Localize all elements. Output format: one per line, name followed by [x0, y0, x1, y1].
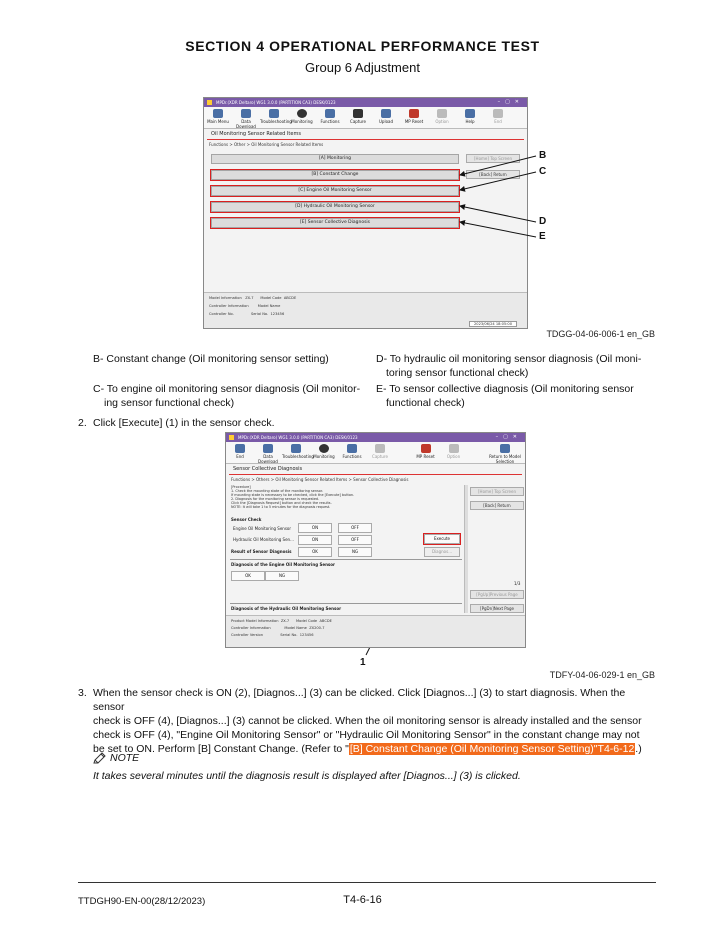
- tool-label: Monitoring: [313, 454, 335, 459]
- callout-b: B: [539, 150, 547, 161]
- gauge-icon: [319, 444, 329, 453]
- back-return-button: [Back] Return: [470, 501, 524, 510]
- toolbar-spacer: [394, 442, 412, 463]
- tool-label: Option: [446, 454, 461, 459]
- previous-page-button: [PgUp]Previous Page: [470, 590, 524, 599]
- functions-icon: [347, 444, 357, 453]
- exit-icon: [235, 444, 245, 453]
- screen-title: Oil Monitoring Sensor Related Items: [207, 129, 524, 140]
- model-name: ZX200-7: [309, 626, 325, 630]
- wrench-icon: [291, 444, 301, 453]
- footer-rule: [78, 882, 656, 883]
- tool-label: Main Menu: [207, 119, 229, 124]
- model-code: ABCDE: [319, 619, 332, 623]
- monitoring-tool: [310, 442, 338, 463]
- sensor-collective-diagnosis-screenshot: [225, 432, 526, 648]
- status-date: 2023/06/24 18:05:00: [469, 321, 517, 327]
- window-title: MPDr.(XDR Deltaro) WG1 3.0.0 (PARTITION CA3) DESK/0123: [216, 100, 336, 105]
- tool-label: Upload: [378, 119, 393, 124]
- tool-label: Capture: [372, 454, 388, 459]
- model-code-label: Model Code: [260, 296, 282, 300]
- note-text: It takes several minutes until the diagnosis result is displayed after [Diagnos...] (3) is clicked.: [93, 770, 521, 782]
- breadcrumb: Functions > Others > Oil Monitoring Sensor Related Items > Sensor Collective Diagnosis: [231, 477, 409, 482]
- page-indicator: 1/3: [514, 581, 521, 586]
- info-row: [231, 633, 313, 637]
- desc-e-line1: E- To sensor collective diagnosis (Oil monitoring sensor: [376, 383, 634, 395]
- divider: [230, 603, 462, 604]
- window-controls: –▢✕: [497, 99, 524, 105]
- figure1-code: TDGG-04-06-006-1 en_GB: [546, 329, 655, 339]
- return-model-selection-tool: [485, 442, 525, 463]
- note-title: NOTE: [110, 752, 140, 764]
- serial-no-label: Serial No.: [250, 312, 269, 316]
- procedure-line: [Procedure]: [231, 485, 251, 489]
- end-tool: [226, 442, 254, 463]
- window-controls: –▢✕: [495, 434, 522, 440]
- hydraulic-oil-sensor-button: [D] Hydraulic Oil Monitoring Sensor: [211, 202, 459, 212]
- tool-label: MP Reset: [404, 119, 424, 124]
- info-row: [231, 619, 332, 623]
- callout-d: D: [539, 216, 547, 227]
- step-3-line-4-post: .): [635, 743, 642, 755]
- tool-label: MP Reset: [416, 454, 435, 459]
- desc-d-line1: D- To hydraulic oil monitoring sensor diagnosis (Oil moni-: [376, 353, 642, 365]
- controller-no-label: Controller No.: [209, 312, 234, 316]
- result-ok-cell: OK: [298, 547, 332, 557]
- engine-off-cell: OFF: [338, 523, 372, 533]
- reset-icon: [421, 444, 431, 453]
- controller-version-label: Controller Version: [231, 633, 264, 637]
- desc-c-line2: ing sensor functional check): [104, 397, 235, 409]
- model-code-label: Model Code: [296, 619, 318, 623]
- tool-label: Troubleshooting: [260, 119, 292, 124]
- monitoring-button: [A] Monitoring: [211, 154, 459, 164]
- next-page-button: [PgDn]Next Page: [470, 604, 524, 613]
- home-top-screen-button: [Home] Top Screen: [470, 487, 524, 496]
- screen-title: Sensor Collective Diagnosis: [229, 464, 522, 475]
- execute-button: Execute: [424, 534, 460, 544]
- window-title-bar: [226, 433, 525, 442]
- procedure-line: If mounting state is necessary to be checked, click the [Execute] button.: [231, 493, 355, 497]
- step-3-line-1: When the sensor check is ON (2), [Diagnos...] (3) can be clicked. Click [Diagnos...] (3) to start diagnosis. When the sensor: [93, 687, 626, 713]
- hydraulic-diag-title: Diagnosis of the Hydraulic Oil Monitoring Sensor: [231, 606, 342, 611]
- tool-label: Return to Model Selection: [489, 454, 521, 464]
- back-return-button: [Back] Return: [466, 170, 520, 179]
- diagnos-button: Diagnos...: [424, 547, 460, 557]
- figure2-code: TDFY-04-06-029-1 en_GB: [549, 670, 655, 680]
- step-3-number: [78, 686, 92, 700]
- step-3-text: [93, 686, 657, 756]
- desc-c-line1: C- To engine oil monitoring sensor diagnosis (Oil monitor-: [93, 383, 361, 395]
- result-title: Result of Sensor Diagnosis: [231, 549, 292, 554]
- model-code: ABCDE: [283, 296, 297, 300]
- home-top-screen-button: [Home] Top Screen: [466, 154, 520, 163]
- procedure-line: 1. Check the mounting state of the monitoring sensor.: [231, 489, 324, 493]
- breadcrumb: Functions > Other > Oil Monitoring Sensor Related Items: [209, 142, 324, 147]
- model-information-label: Model Information: [209, 296, 242, 300]
- model-value: ZX-7: [280, 619, 290, 623]
- tool-label: Data Download: [236, 119, 256, 129]
- camera-icon: [375, 444, 385, 453]
- engine-diag-title: Diagnosis of the Engine Oil Monitoring Sensor: [231, 562, 336, 567]
- info-row: [231, 626, 325, 630]
- serial-no: 123456: [270, 312, 285, 316]
- page-number: T4-6-16: [343, 894, 382, 906]
- controller-information-label: Controller Information: [231, 626, 271, 630]
- model-value: ZX-7: [245, 296, 254, 300]
- serial-no-label: Serial No.: [280, 633, 298, 637]
- step-3-line-3: check is OFF (4), "Engine Oil Monitoring Sensor" or "Hydraulic Oil Monitoring Sensor" in the constant change may not: [93, 729, 640, 741]
- result-ng-cell: NG: [338, 547, 372, 557]
- option-tool: [440, 442, 468, 463]
- callout-e: E: [539, 231, 546, 242]
- product-model-info-label: Product Model Information: [231, 619, 279, 623]
- desc-b: B- Constant change (Oil monitoring sensor setting): [93, 353, 329, 365]
- desc-e-line2: functional check): [386, 397, 465, 409]
- section-title: SECTION 4 OPERATIONAL PERFORMANCE TEST: [185, 38, 540, 54]
- group-title: Group 6 Adjustment: [305, 60, 420, 75]
- tool-label: Functions: [320, 119, 340, 124]
- step-text: Click [Execute] (1) in the sensor check.: [93, 417, 275, 429]
- sensor-collective-diagnosis-button: [E] Sensor Collective Diagnosis: [211, 218, 459, 228]
- constant-change-button: [B] Constant Change: [211, 170, 459, 180]
- engine-oil-sensor-button: [C] Engine Oil Monitoring Sensor: [211, 186, 459, 196]
- toolbar: [226, 442, 525, 464]
- functions-tool: [338, 442, 366, 463]
- tool-label: Functions: [342, 454, 362, 459]
- model-info-area: [226, 615, 525, 647]
- document-code: TTDGH90-EN-00(28/12/2023): [78, 896, 206, 907]
- tool-label: Data Download: [258, 454, 278, 464]
- sensor-check-title: Sensor Check: [231, 517, 262, 522]
- engine-sensor-label: Engine Oil Monitoring Sensor: [233, 526, 291, 531]
- procedure-line: 2. Diagnosis for the monitoring sensor is requested.: [231, 497, 320, 501]
- model-name-label: Model Name: [257, 304, 281, 308]
- return-icon: [500, 444, 510, 453]
- model-name-label: Model Name: [284, 626, 307, 630]
- troubleshooting-tool: [282, 442, 314, 463]
- callout-1: 1: [360, 657, 366, 668]
- tool-label: End: [494, 119, 502, 124]
- step-2: [78, 416, 578, 430]
- serial-no: 123456: [299, 633, 314, 637]
- option-icon: [449, 444, 459, 453]
- tool-label: Help: [465, 119, 475, 124]
- note-heading: [93, 752, 139, 764]
- tool-label: Troubleshooting: [282, 454, 314, 459]
- procedure-line: Click the [Diagnosis Request] button and check the results.: [231, 501, 332, 505]
- tool-label: End: [236, 454, 244, 459]
- content-scrollbar: [464, 485, 468, 613]
- tool-label: Option: [435, 119, 449, 124]
- step-3-line-4: [93, 742, 657, 756]
- engine-diag-ng: NG: [265, 571, 299, 581]
- mp-reset-tool: [412, 442, 440, 463]
- hydraulic-sensor-label: Hydraulic Oil Monitoring Sen...: [233, 537, 294, 542]
- step-number: 2.: [78, 417, 87, 429]
- window-title: MPDr.(XDR Deltaro) WG1 3.0.0 (PARTITION CA3) DESK/0123: [238, 435, 358, 440]
- tool-label: Capture: [350, 119, 366, 124]
- procedure-text: [231, 485, 459, 509]
- tool-label: Monitoring: [291, 119, 313, 124]
- desc-d-line2: toring sensor functional check): [386, 367, 529, 379]
- step-number: 3.: [78, 687, 87, 699]
- callout-c: C: [539, 166, 547, 177]
- engine-on-cell: ON: [298, 523, 332, 533]
- data-download-tool: [254, 442, 282, 463]
- engine-diag-ok: OK: [231, 571, 265, 581]
- pencil-icon: [93, 752, 106, 764]
- toolbar-spacer: [468, 442, 486, 463]
- divider: [230, 559, 462, 560]
- controller-information-label: Controller Information: [209, 304, 249, 308]
- capture-tool: [366, 442, 394, 463]
- constant-change-reference-link[interactable]: [B] Constant Change (Oil Monitoring Sensor Setting)"T4-6-12: [349, 743, 635, 755]
- app-icon: [229, 435, 234, 440]
- hydraulic-off-cell: OFF: [338, 535, 372, 545]
- step-3-line-4-pre: be set to ON. Perform [B] Constant Change. (Refer to ": [93, 743, 349, 755]
- hydraulic-on-cell: ON: [298, 535, 332, 545]
- procedure-line: NOTE: It will take 1 to 5 minutes for the diagnosis request.: [231, 505, 331, 509]
- download-icon: [263, 444, 273, 453]
- step-3-line-2: check is OFF (4), [Diagnos...] (3) cannot be clicked. When the oil monitoring sensor is already installed and the sensor: [93, 715, 642, 727]
